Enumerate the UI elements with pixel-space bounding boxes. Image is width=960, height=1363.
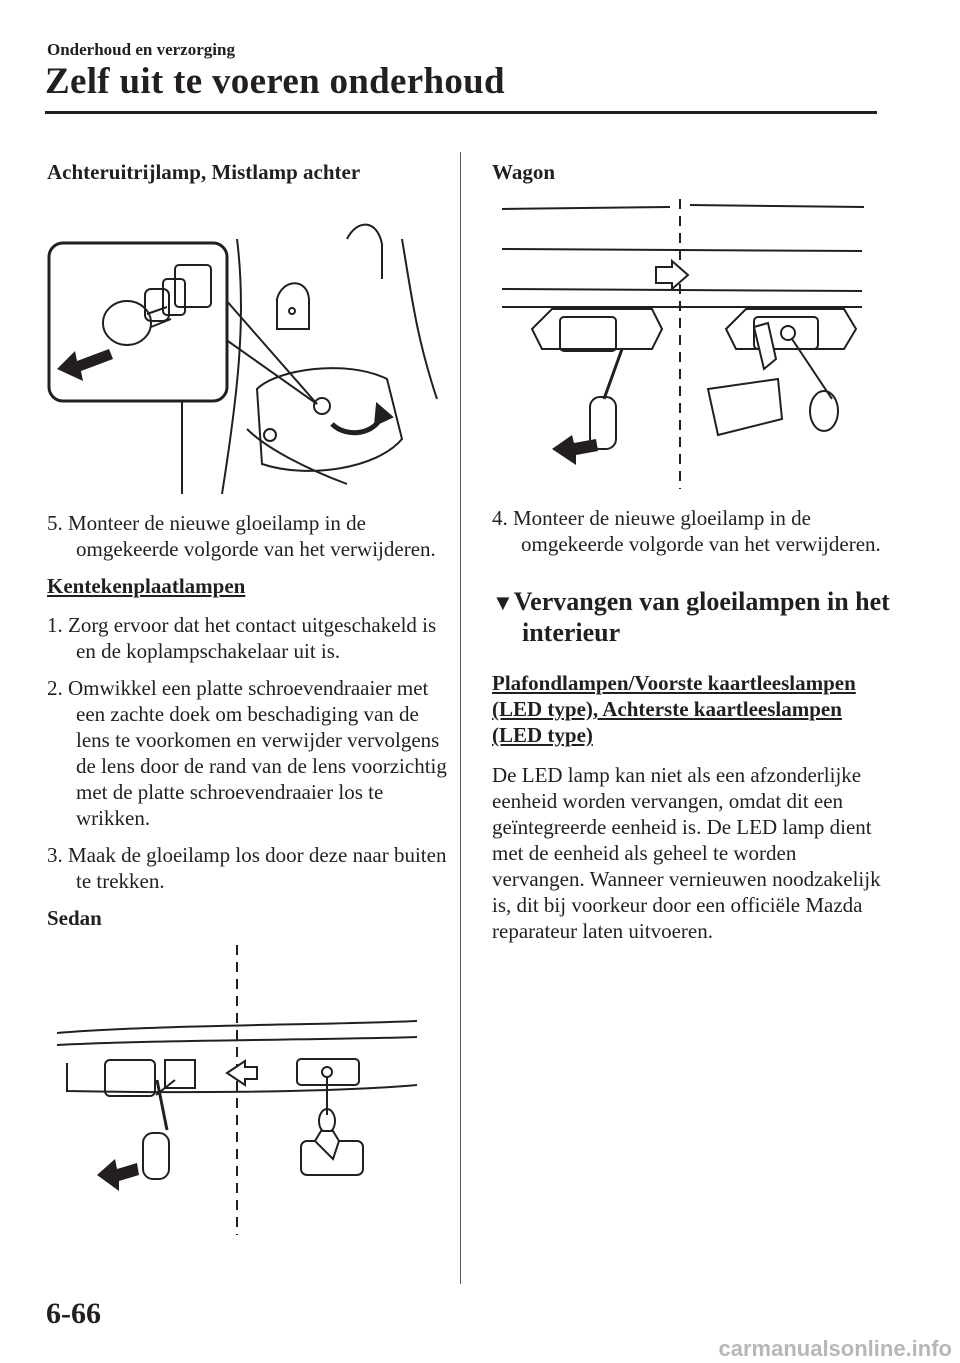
header-rule [45, 111, 877, 114]
column-divider [460, 152, 461, 1284]
figure-sedan-plate-lamp [47, 945, 427, 1235]
paragraph-led: De LED lamp kan niet als een afzonderlijke eenheid worden vervangen, omdat dit een geïntegreerde eenheid is. De LED lamp dient met de eenheid als geheel te worden vervangen. Wanneer vernieuwen noodzakelijk is, dit bij voorkeur door een officiële Mazda reparateur laten uitvoeren. [492, 763, 881, 943]
page-title: Zelf uit te voeren onderhoud [45, 61, 505, 102]
step-5-reverse: 5. Monteer de nieuwe gloeilamp in de omgekeerde volgorde van het verwijderen. [47, 511, 436, 561]
step-1: 1. Zorg ervoor dat het contact uitgeschakeld is en de koplampschakelaar uit is. [47, 613, 437, 663]
section-title-text: Vervangen van gloeilampen in het interieur [513, 587, 890, 647]
heading-license-plate-lamps: Kentekenplaatlampen [47, 574, 246, 598]
triangle-icon: ▼ [492, 590, 514, 615]
label-sedan: Sedan [47, 906, 102, 930]
right-column [492, 159, 892, 944]
section-interior-bulbs [492, 587, 892, 648]
label-wagon: Wagon [492, 160, 556, 184]
subheading-map-lamps: Plafondlampen/Voorste kaartleeslampen (LED type), Achterste kaartleeslampen (LED type) [492, 671, 856, 747]
left-column [47, 159, 447, 1235]
step-4-wagon: 4. Monteer de nieuwe gloeilamp in de omgekeerde volgorde van het verwijderen. [492, 506, 881, 556]
step-2: 2. Omwikkel een platte schroevendraaier met een zachte doek om beschadiging van de lens te voorkomen en verwijder vervolgens de lens door de rand van de lens voorzichtig met de platte schroevendraaier los te wrikken. [47, 676, 447, 830]
figure-reverse-lamp [47, 199, 447, 494]
figure-wagon-plate-lamp [492, 199, 872, 489]
step-3: 3. Maak de gloeilamp los door deze naar buiten te trekken. [47, 843, 447, 893]
section-subtitle: Onderhoud en verzorging [47, 40, 235, 59]
page-number: 6-66 [46, 1297, 101, 1330]
heading-reverse-fog-lamp: Achteruitrijlamp, Mistlamp achter [47, 160, 361, 184]
watermark: carmanualsonline.info [718, 1336, 952, 1361]
